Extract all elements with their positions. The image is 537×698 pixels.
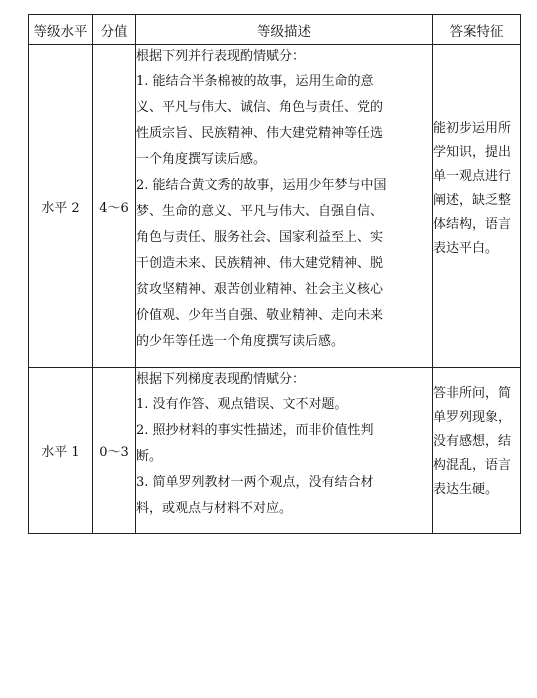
- score-cell: 0～3: [93, 368, 136, 534]
- description-line: 一个角度撰写读后感。: [136, 152, 267, 167]
- description-line: 2. 照抄材料的事实性描述，而非价值性判: [136, 423, 374, 438]
- description-cell: [136, 45, 433, 368]
- description-line: 根据下列梯度表现酌情赋分：: [136, 372, 306, 387]
- rubric-table: [28, 14, 521, 534]
- header-score: 分值: [93, 15, 136, 45]
- table-row-level-2: [29, 45, 521, 368]
- feature-line: 没有感想，结: [433, 434, 512, 449]
- description-line: 的少年等任选一个角度撰写读后感。: [136, 334, 345, 349]
- description-line: 角色与责任、服务社会、国家利益至上、实: [136, 230, 384, 245]
- description-cell: [136, 368, 433, 534]
- feature-line: 构混乱，语言: [433, 458, 512, 473]
- feature-line: 单一观点进行: [433, 169, 512, 184]
- level-cell: 水平 2: [29, 45, 93, 368]
- feature-line: 答非所问，简: [433, 386, 512, 401]
- feature-line: 体结构，语言: [433, 217, 512, 232]
- description-line: 梦、生命的意义、平凡与伟大、自强自信、: [136, 204, 384, 219]
- feature-line: 单罗列现象，: [433, 410, 512, 425]
- feature-line: 表达生硬。: [433, 482, 499, 497]
- table-row-level-1: [29, 368, 521, 534]
- description-line: 3. 简单罗列教材一两个观点，没有结合材: [136, 475, 374, 490]
- feature-line: 表达平白。: [433, 241, 499, 256]
- header-row: [29, 15, 521, 45]
- feature-line: 能初步运用所: [433, 121, 512, 136]
- description-line: 1. 能结合半条棉被的故事，运用生命的意: [136, 74, 374, 89]
- header-level: 等级水平: [29, 15, 93, 45]
- description-line: 根据下列并行表现酌情赋分：: [136, 49, 306, 64]
- description-line: 1. 没有作答、观点错误、文不对题。: [136, 397, 348, 412]
- feature-line: 学知识，提出: [433, 145, 512, 160]
- feature-cell: [433, 368, 521, 534]
- description-line: 断。: [136, 449, 163, 464]
- description-line: 料，或观点与材料不对应。: [136, 501, 293, 516]
- header-description: 等级描述: [136, 15, 433, 45]
- description-line: 2. 能结合黄文秀的故事，运用少年梦与中国: [136, 178, 387, 193]
- description-line: 义、平凡与伟大、诚信、角色与责任、党的: [136, 100, 384, 115]
- level-cell: 水平 1: [29, 368, 93, 534]
- feature-line: 阐述，缺乏整: [433, 193, 512, 208]
- header-features: 答案特征: [433, 15, 521, 45]
- feature-cell: [433, 45, 521, 368]
- description-line: 干创造未来、民族精神、伟大建党精神、脱: [136, 256, 384, 271]
- description-line: 贫攻坚精神、艰苦创业精神、社会主义核心: [136, 282, 384, 297]
- score-cell: 4～6: [93, 45, 136, 368]
- description-line: 价值观、少年当自强、敬业精神、走向未来: [136, 308, 384, 323]
- description-line: 性质宗旨、民族精神、伟大建党精神等任选: [136, 126, 384, 141]
